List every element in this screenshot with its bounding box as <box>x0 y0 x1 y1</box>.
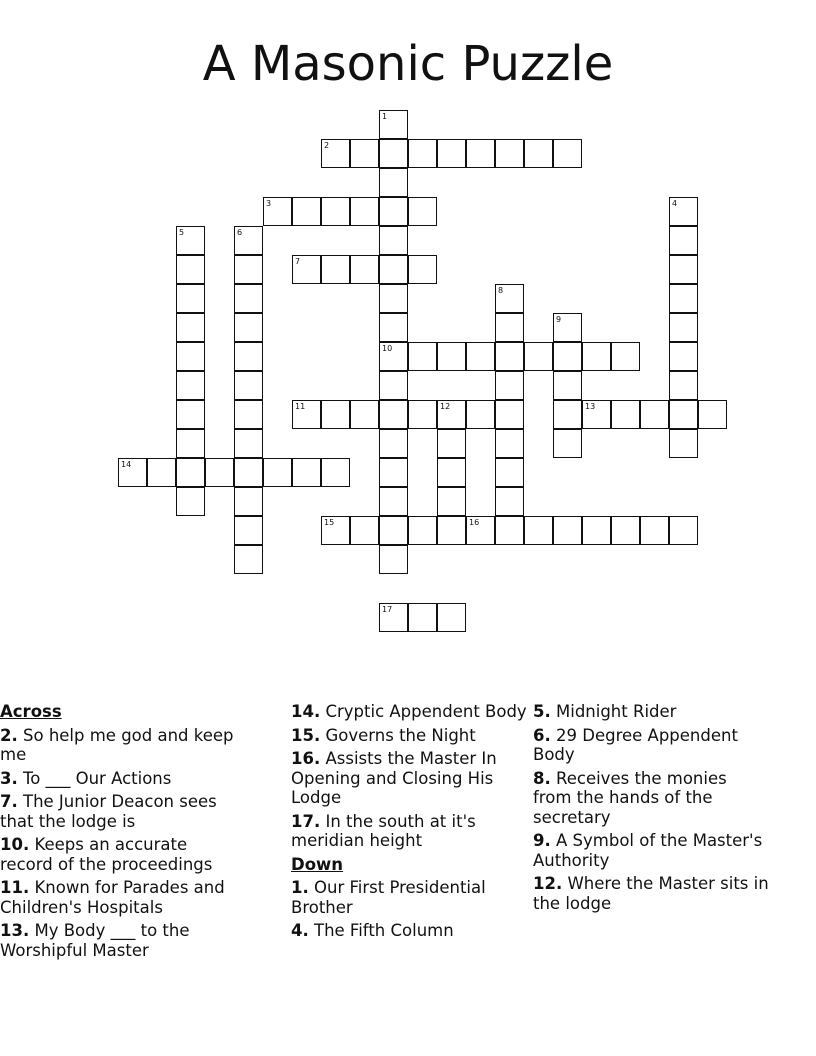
grid-cell[interactable] <box>408 139 437 168</box>
grid-cell[interactable] <box>379 429 408 458</box>
clue-column-3 <box>533 702 769 917</box>
across-clue-14 <box>291 702 527 722</box>
grid-cell[interactable] <box>437 400 466 429</box>
grid-cell[interactable] <box>350 400 379 429</box>
down-clue-12 <box>533 874 769 913</box>
grid-cell[interactable] <box>321 255 350 284</box>
grid-cell[interactable] <box>553 342 582 371</box>
grid-cell[interactable] <box>611 400 640 429</box>
grid-cell[interactable] <box>379 313 408 342</box>
clue-text: The Junior Deacon sees that the lodge is <box>0 792 217 831</box>
clue-number: 1. <box>291 878 309 897</box>
grid-cell[interactable] <box>321 197 350 226</box>
grid-cell[interactable] <box>495 139 524 168</box>
grid-cell[interactable] <box>640 516 669 545</box>
clue-number-label: 11 <box>295 402 306 411</box>
clue-number: 15. <box>291 725 321 745</box>
clue-number-label: 15 <box>324 518 335 527</box>
grid-cell[interactable] <box>118 458 147 487</box>
grid-cell[interactable] <box>408 342 437 371</box>
grid-cell[interactable] <box>495 371 524 400</box>
grid-cell[interactable] <box>234 226 263 255</box>
across-clue-16 <box>291 749 527 808</box>
grid-cell[interactable] <box>437 516 466 545</box>
clue-number: 2. <box>0 725 18 745</box>
grid-cell[interactable] <box>176 371 205 400</box>
clue-number-label: 12 <box>440 402 451 411</box>
grid-cell[interactable] <box>176 255 205 284</box>
grid-cell[interactable] <box>379 284 408 313</box>
down-clue-9 <box>533 831 769 870</box>
grid-cell[interactable] <box>582 342 611 371</box>
grid-cell[interactable] <box>176 400 205 429</box>
clue-text: Cryptic Appendent Body <box>325 702 527 721</box>
grid-cell[interactable] <box>437 487 466 516</box>
across-clue-3 <box>0 769 236 789</box>
grid-cell[interactable] <box>379 487 408 516</box>
grid-cell[interactable] <box>234 545 263 574</box>
grid-cell[interactable] <box>669 400 698 429</box>
grid-cell[interactable] <box>437 139 466 168</box>
grid-cell[interactable] <box>611 516 640 545</box>
grid-cell[interactable] <box>408 197 437 226</box>
grid-cell[interactable] <box>524 139 553 168</box>
grid-cell[interactable] <box>495 429 524 458</box>
grid-cell[interactable] <box>147 458 176 487</box>
grid-cell[interactable] <box>176 342 205 371</box>
across-clue-17 <box>291 812 527 851</box>
grid-cell[interactable] <box>582 400 611 429</box>
clue-text: A Symbol of the Master's Authority <box>533 831 763 870</box>
grid-cell[interactable] <box>553 371 582 400</box>
clue-text: My Body ___ to the Worshipful Master <box>0 921 190 960</box>
grid-cell[interactable] <box>176 226 205 255</box>
grid-cell[interactable] <box>669 371 698 400</box>
clue-column-1 <box>0 702 236 964</box>
grid-cell[interactable] <box>437 603 466 632</box>
clue-text: Keeps an accurate record of the proceedings <box>0 835 213 874</box>
clue-number: 16. <box>291 749 321 768</box>
clue-number-label: 8 <box>498 286 504 295</box>
grid-cell[interactable] <box>669 429 698 458</box>
clue-text: The Fifth Column <box>314 921 454 940</box>
clue-number: 14. <box>291 702 321 721</box>
grid-cell[interactable] <box>379 371 408 400</box>
grid-cell[interactable] <box>379 458 408 487</box>
clue-text: So help me god and keep me <box>0 725 234 764</box>
grid-cell[interactable] <box>234 429 263 458</box>
grid-cell[interactable] <box>234 400 263 429</box>
grid-cell[interactable] <box>669 516 698 545</box>
grid-cell[interactable] <box>495 342 524 371</box>
grid-cell[interactable] <box>263 458 292 487</box>
clue-number-label: 6 <box>237 228 243 237</box>
grid-cell[interactable] <box>350 255 379 284</box>
grid-cell[interactable] <box>524 342 553 371</box>
grid-cell[interactable] <box>611 342 640 371</box>
grid-cell[interactable] <box>350 516 379 545</box>
grid-cell[interactable] <box>553 139 582 168</box>
grid-cell[interactable] <box>292 197 321 226</box>
grid-cell[interactable] <box>176 284 205 313</box>
grid-cell[interactable] <box>640 400 669 429</box>
clue-number: 4. <box>291 921 309 940</box>
grid-cell[interactable] <box>582 516 611 545</box>
grid-cell[interactable] <box>292 458 321 487</box>
clue-column-2 <box>291 702 527 945</box>
grid-cell[interactable] <box>234 458 263 487</box>
grid-cell[interactable] <box>669 226 698 255</box>
grid-cell[interactable] <box>350 197 379 226</box>
across-clue-13 <box>0 921 236 960</box>
grid-cell[interactable] <box>379 197 408 226</box>
grid-cell[interactable] <box>379 516 408 545</box>
grid-cell[interactable] <box>176 313 205 342</box>
across-heading: Across <box>0 702 62 721</box>
down-clue-6 <box>533 726 769 765</box>
grid-cell[interactable] <box>553 429 582 458</box>
clue-text: To ___ Our Actions <box>23 768 172 788</box>
clue-text: Our First Presidential Brother <box>291 878 486 917</box>
grid-cell[interactable] <box>321 139 350 168</box>
grid-cell[interactable] <box>437 429 466 458</box>
clue-number: 13. <box>0 921 30 940</box>
clue-text: Midnight Rider <box>556 702 677 721</box>
grid-cell[interactable] <box>495 400 524 429</box>
grid-cell[interactable] <box>669 284 698 313</box>
clue-number: 9. <box>533 831 551 850</box>
grid-cell[interactable] <box>234 516 263 545</box>
clue-number: 12. <box>533 874 563 893</box>
grid-cell[interactable] <box>524 516 553 545</box>
down-clue-4 <box>291 921 527 941</box>
clue-number-label: 5 <box>179 228 185 237</box>
grid-cell[interactable] <box>466 516 495 545</box>
grid-cell[interactable] <box>553 313 582 342</box>
grid-cell[interactable] <box>669 197 698 226</box>
grid-cell[interactable] <box>234 342 263 371</box>
grid-cell[interactable] <box>321 458 350 487</box>
clue-text: In the south at it's meridian height <box>291 811 476 850</box>
grid-cell[interactable] <box>234 284 263 313</box>
clue-number-label: 13 <box>585 402 596 411</box>
clue-number-label: 10 <box>382 344 393 353</box>
grid-cell[interactable] <box>379 110 408 139</box>
clue-number: 17. <box>291 811 321 831</box>
grid-cell[interactable] <box>234 371 263 400</box>
grid-cell[interactable] <box>437 342 466 371</box>
across-clue-15 <box>291 726 527 746</box>
grid-cell[interactable] <box>466 139 495 168</box>
grid-cell[interactable] <box>263 197 292 226</box>
down-clue-5 <box>533 702 769 722</box>
grid-cell[interactable] <box>292 400 321 429</box>
clue-number-label: 7 <box>295 257 301 266</box>
grid-cell[interactable] <box>234 313 263 342</box>
across-clue-11 <box>0 878 236 917</box>
grid-cell[interactable] <box>669 313 698 342</box>
clue-number: 6. <box>533 725 551 745</box>
clue-number: 8. <box>533 768 551 788</box>
clue-number-label: 9 <box>556 315 562 324</box>
grid-cell[interactable] <box>408 255 437 284</box>
grid-cell[interactable] <box>379 226 408 255</box>
clue-number-label: 3 <box>266 199 272 208</box>
grid-cell[interactable] <box>466 342 495 371</box>
grid-cell[interactable] <box>379 400 408 429</box>
grid-cell[interactable] <box>466 400 495 429</box>
grid-cell[interactable] <box>379 603 408 632</box>
clue-text: Assists the Master In Opening and Closing His Lodge <box>291 749 497 807</box>
clue-number: 5. <box>533 702 551 721</box>
grid-cell[interactable] <box>669 342 698 371</box>
grid-cell[interactable] <box>553 516 582 545</box>
grid-cell[interactable] <box>408 603 437 632</box>
grid-cell[interactable] <box>495 487 524 516</box>
clue-text: Governs the Night <box>325 725 476 745</box>
across-clue-10 <box>0 835 236 874</box>
clue-number-label: 4 <box>672 199 678 208</box>
grid-cell[interactable] <box>205 458 234 487</box>
grid-cell[interactable] <box>176 429 205 458</box>
grid-cell[interactable] <box>176 458 205 487</box>
down-heading: Down <box>291 854 344 874</box>
down-clue-8 <box>533 769 769 828</box>
across-clue-7 <box>0 792 236 831</box>
clue-number-label: 16 <box>469 518 480 527</box>
grid-cell[interactable] <box>379 255 408 284</box>
grid-cell[interactable] <box>234 487 263 516</box>
grid-cell[interactable] <box>669 255 698 284</box>
grid-cell[interactable] <box>495 516 524 545</box>
grid-cell[interactable] <box>379 139 408 168</box>
clue-number: 7. <box>0 792 18 811</box>
grid-cell[interactable] <box>321 400 350 429</box>
grid-cell[interactable] <box>495 458 524 487</box>
grid-cell[interactable] <box>176 487 205 516</box>
clue-text: 29 Degree Appendent Body <box>533 725 738 764</box>
grid-cell[interactable] <box>379 342 408 371</box>
clue-number-label: 1 <box>382 112 388 121</box>
clue-number: 3. <box>0 768 18 788</box>
clue-text: Receives the monies from the hands of the secretary <box>533 768 727 827</box>
grid-cell[interactable] <box>553 400 582 429</box>
clue-text: Where the Master sits in the lodge <box>533 874 769 913</box>
grid-cell[interactable] <box>234 255 263 284</box>
grid-cell[interactable] <box>495 284 524 313</box>
clue-number-label: 14 <box>121 460 132 469</box>
grid-cell[interactable] <box>408 400 437 429</box>
grid-cell[interactable] <box>495 313 524 342</box>
down-clue-1 <box>291 878 527 917</box>
puzzle-title: A Masonic Puzzle <box>202 36 614 92</box>
clue-number: 11. <box>0 878 30 897</box>
clue-number-label: 2 <box>324 141 330 150</box>
grid-cell[interactable] <box>379 545 408 574</box>
clue-number: 10. <box>0 835 30 854</box>
grid-cell[interactable] <box>437 458 466 487</box>
grid-cell[interactable] <box>292 255 321 284</box>
grid-cell[interactable] <box>321 516 350 545</box>
grid-cell[interactable] <box>408 516 437 545</box>
clue-text: Known for Parades and Children's Hospitals <box>0 878 225 917</box>
grid-cell[interactable] <box>698 400 727 429</box>
clue-number-label: 17 <box>382 605 393 614</box>
across-clue-2 <box>0 726 236 765</box>
grid-cell[interactable] <box>379 168 408 197</box>
grid-cell[interactable] <box>350 139 379 168</box>
